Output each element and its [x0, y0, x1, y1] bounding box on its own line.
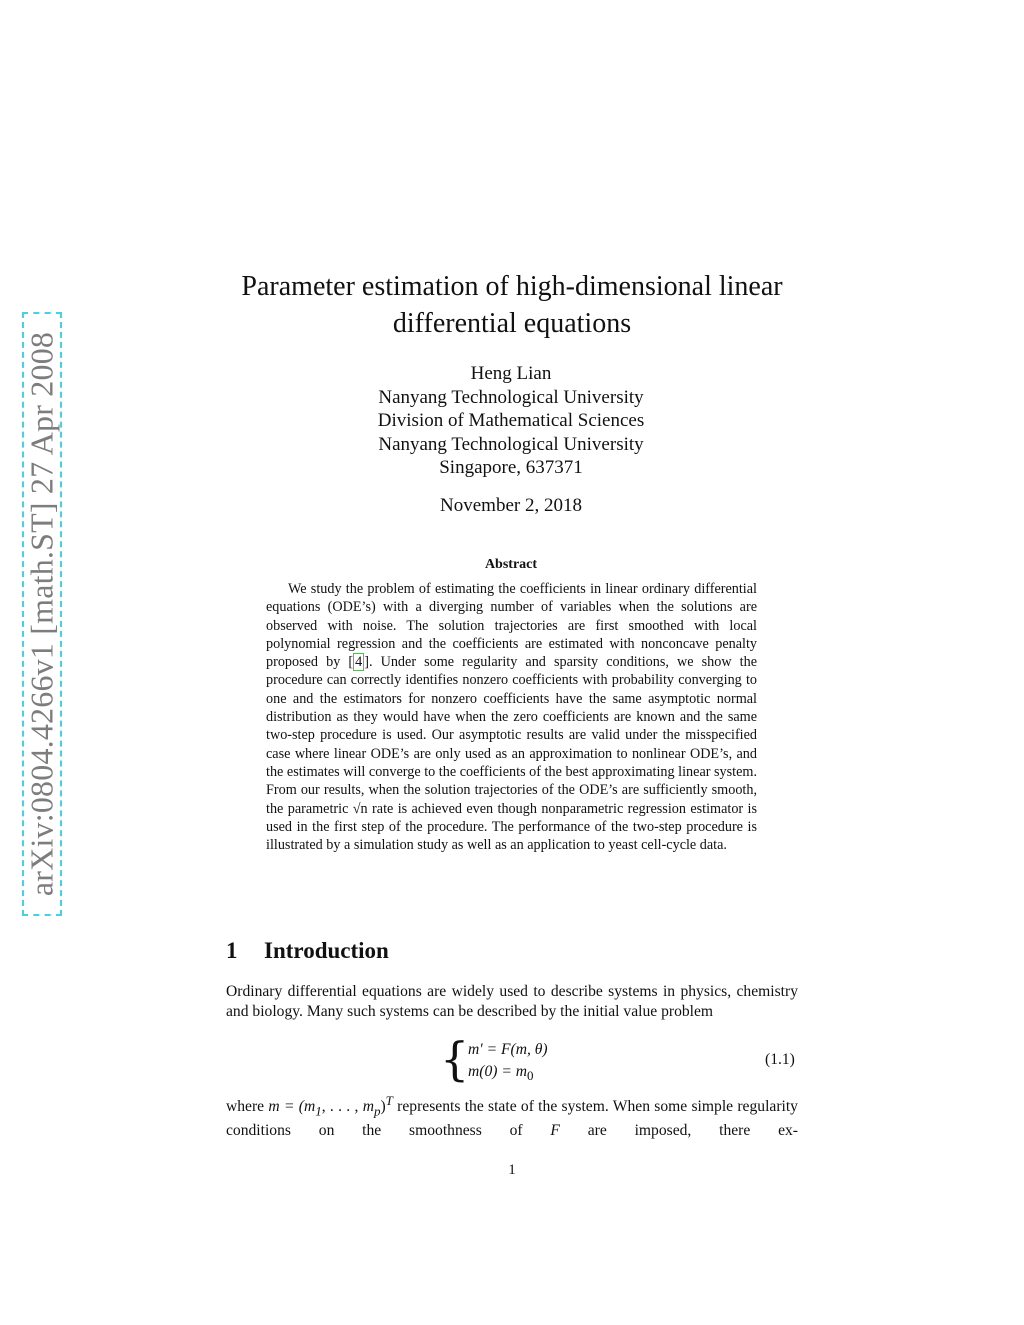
- author-affiliation-3: Nanyang Technological University: [378, 433, 644, 455]
- equation-number: (1.1): [765, 1051, 795, 1068]
- abstract-heading: Abstract: [484, 557, 538, 572]
- arxiv-stamp-text: arXiv:0804.4266v1 [math.ST] 27 Apr 2008: [23, 331, 60, 897]
- section-number: 1: [226, 938, 238, 963]
- author-affiliation-1: Nanyang Technological University: [378, 386, 644, 408]
- author-name: Heng Lian: [470, 363, 552, 384]
- author-affiliation-2: Division of Mathematical Sciences: [377, 410, 645, 431]
- intro-p2-math-m: m = (m: [268, 1098, 316, 1116]
- paper-date: November 2, 2018: [440, 495, 582, 516]
- paper-title: [200, 268, 824, 342]
- abstract-text-2: . Under some regularity and sparsity conditions, we show the procedure can correctly identifies nonzero coefficients with probability converging to one and the estimators for nonzero coefficients have the same asymptotic normal distribution as they would have when the zero coefficients are known and the same two-step procedure is used. Our asymptotic results are valid under the misspecified case where linear ODE’s are only used as an approximation to nonlinear ODE’s, and the estimates will converge to the coefficients of the best approximating linear system. From our results, when the solution trajectories of the ODE’s are sufficiently smooth, the parametric: [266, 654, 757, 817]
- intro-p2-text-b: represents the state of the system. When some simple regularity conditions on the smoothness of: [226, 1098, 798, 1139]
- intro-paragraph-2: where $m = (m_1$, . . . , $m_p)^T$ represents the state of the system. When some simple regularity conditions on the smoothness of F are imposed, there ex-: [226, 1093, 799, 1139]
- sqrt-n-symbol: √n: [352, 800, 368, 817]
- section-heading: [226, 938, 389, 964]
- author-affiliation-4: Singapore, 637371: [439, 457, 583, 478]
- equation-brace: {: [440, 1032, 470, 1086]
- citation-link[interactable]: 4: [355, 654, 363, 671]
- author-block: [260, 362, 762, 480]
- intro-paragraph-1: Ordinary differential equations are widely used to describe systems in physics, chemistry and biology. Many such systems can be described by the initial value problem: [226, 983, 798, 1020]
- intro-p2-text-a: where: [226, 1098, 269, 1116]
- abstract-text-3: rate is achieved even though nonparametric regression estimator is used in the first step of the procedure. The performance of the two-step procedure is illustrated by a simulation study as well as an application to yeast cell-cycle data.: [266, 800, 757, 854]
- title-line-2: differential equations: [392, 308, 632, 339]
- equation-line-2-main: m(0) = m: [468, 1063, 528, 1080]
- arxiv-stamp: [22, 312, 62, 916]
- equation-line-2: [468, 1063, 534, 1084]
- intro-p2-math-F: F: [550, 1121, 560, 1139]
- equation-line-1: m′ = F(m, θ): [468, 1041, 548, 1058]
- intro-p2-text-c: are imposed, there ex-: [559, 1121, 799, 1139]
- section-title: Introduction: [264, 938, 389, 963]
- equation-1-1: [440, 1032, 800, 1086]
- abstract-body: We study the problem of estimating the coefficients in linear ordinary differential equations (ODE’s) with a diverging number of variables when the solutions are observed with noise. The solution trajectories are first smoothed with local polynomial regression and the coefficients are estimated with nonconcave penalty proposed by [ 4 ]. Under some regularity and sparsity conditions, we show the procedure can correctly identifies nonzero coefficients with probability converging to one and the estimators for nonzero coefficients have the same asymptotic normal distribution as they would have when the zero coefficients are known and the same two-step procedure is used. Our asymptotic results are valid under the misspecified case where linear ODE’s are only used as an approximation to nonlinear ODE’s, and the estimates will converge to the coefficients of the best approximating linear system. From our results, when the solution trajectories of the ODE’s are sufficiently smooth, the parametric √n rate is achieved even though nonparametric regression estimator is used in the first step of the procedure. The performance of the two-step procedure is illustrated by a simulation study as well as an application to yeast cell-cycle data.: [266, 581, 757, 854]
- title-line-1: Parameter estimation of high-dimensional linear: [241, 271, 783, 302]
- abstract-text-1: We study the problem of estimating the coefficients in linear ordinary differential equations (ODE’s) with a diverging number of variables when the solutions are observed with noise. The solution trajectories are first smoothed with local polynomial regression and the coefficients are estimated with nonconcave penalty proposed by: [266, 581, 757, 671]
- page-number: 1: [508, 1162, 516, 1178]
- equation-line-2-sub: 0: [527, 1068, 534, 1084]
